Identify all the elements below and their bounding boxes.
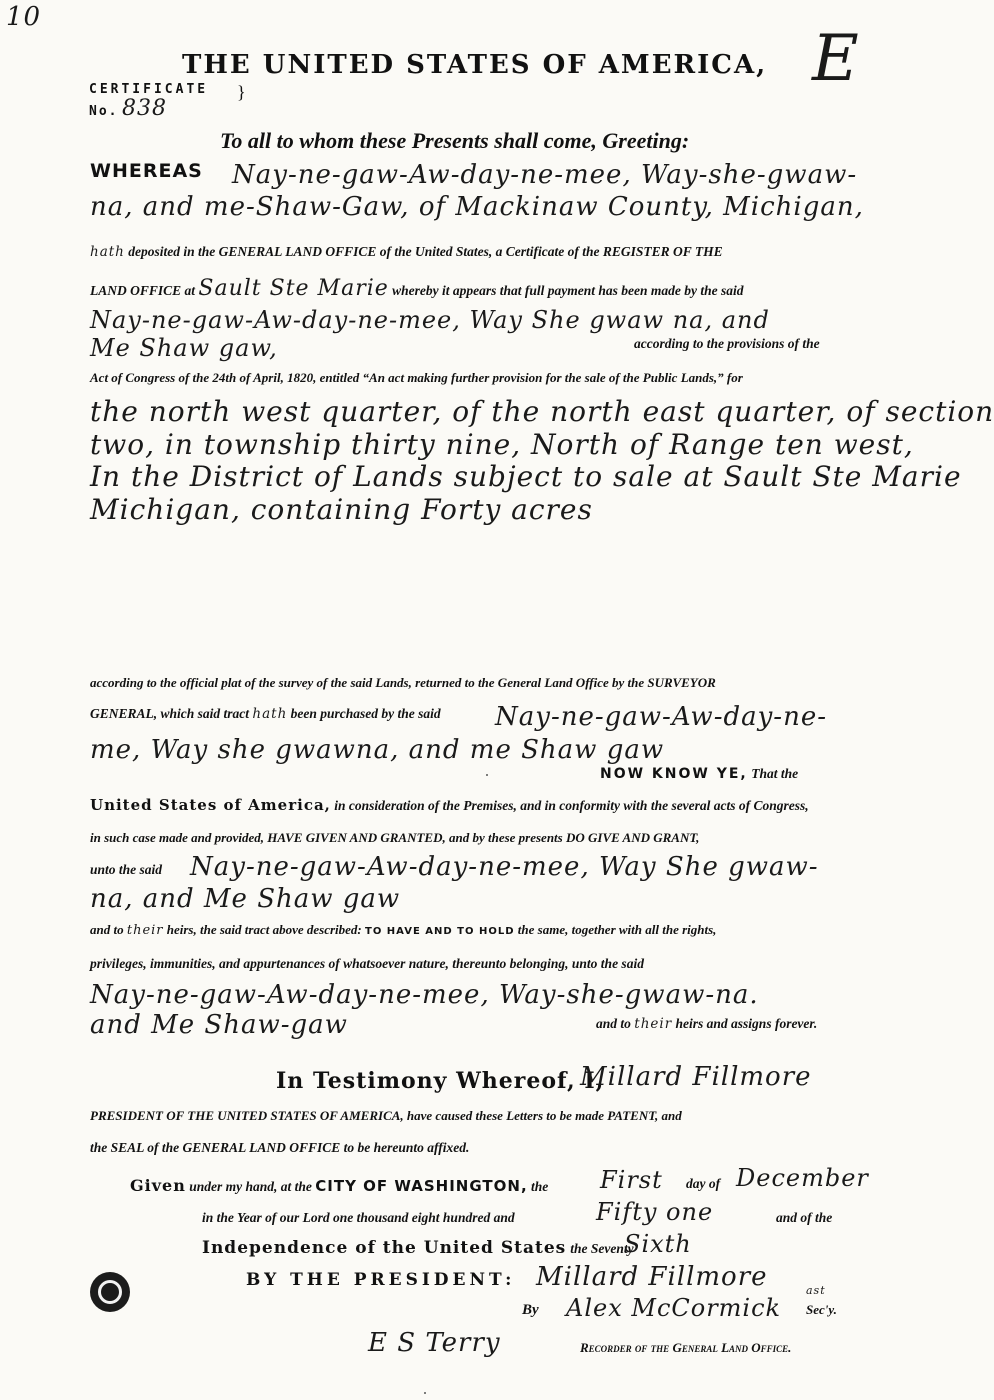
paper-speck: [486, 774, 488, 776]
heirs-line: [90, 922, 716, 938]
recorder-signature: E S Terry: [368, 1328, 501, 1358]
heirs-grantees-line-1: Nay-ne-gaw-Aw-day-ne-mee, Way-she-gwaw-na.: [90, 980, 759, 1010]
year-value: Fifty one: [596, 1198, 714, 1226]
independence-blackletter: Independence of the United States: [202, 1238, 567, 1258]
seventy-value: Sixth: [624, 1230, 692, 1258]
same-text: the same, together with all the rights,: [517, 922, 717, 937]
the-seventy: the Seventy: [570, 1241, 634, 1256]
whereby-text: whereby it appears that full payment has been made by the said: [392, 283, 744, 298]
secretary-signature: Alex McCormick: [566, 1294, 782, 1322]
assigns-line: [596, 1016, 817, 1032]
land-office-line: [90, 276, 744, 301]
privileges-text: privileges, immunities, and appurtenances of whatsoever nature, thereunto belonging, unto the said: [90, 956, 644, 971]
whereas-label: WHEREAS: [90, 160, 203, 182]
and-to: and to: [90, 922, 124, 937]
assistant-mark: ast: [806, 1284, 826, 1297]
certificate-brace: }: [237, 82, 246, 102]
unto-the-said: unto the said: [90, 862, 163, 877]
land-office-label: LAND OFFICE at: [90, 283, 196, 298]
greeting: To all to whom these Presents shall come, Greeting:: [220, 128, 690, 153]
assigns-text: heirs and assigns forever.: [675, 1016, 818, 1031]
corner-mark: E: [812, 22, 860, 96]
tract-line-4: Michigan, containing Forty acres: [90, 493, 593, 526]
now-know-ye-line: [600, 766, 798, 783]
to-have-and-to-hold: TO HAVE AND TO HOLD: [365, 926, 515, 937]
purchaser-line-2: me, Way she gwawna, and me Shaw gaw: [90, 735, 665, 765]
act-text: Act of Congress of the 24th of April, 1820, entitled “An act making further provision for the sale of the Public Lands,” for: [90, 370, 743, 385]
tract-line-3: In the District of Lands subject to sale at Sault Ste Marie: [90, 460, 962, 493]
survey-general-text: GENERAL, which said tract: [90, 706, 250, 721]
seal-line: the SEAL of the GENERAL LAND OFFICE to be hereunto affixed.: [90, 1140, 470, 1155]
grantees-line-1: Nay-ne-gaw-Aw-day-ne-mee, Way-she-gwaw-: [232, 160, 858, 190]
secretary-title: Sec'y.: [806, 1302, 837, 1317]
recorder-title: Recorder of the General Land Office.: [580, 1340, 792, 1355]
tract-line-2: two, in township thirty nine, North of Range ten west,: [90, 428, 914, 461]
testimony-president-name: Millard Fillmore: [580, 1062, 812, 1092]
paper-speck: [424, 1392, 426, 1394]
number-label: No.: [89, 104, 119, 119]
day-value: First: [600, 1166, 663, 1194]
testimony-label: In Testimony Whereof, I,: [276, 1068, 605, 1094]
president-line: PRESIDENT OF THE UNITED STATES OF AMERICA, have caused these Letters to be made PATENT, and: [90, 1108, 682, 1123]
survey-line-2: [90, 706, 441, 722]
survey-line-1: according to the official plat of the survey of the said Lands, returned to the General Land Office by the SURVEYOR: [90, 675, 716, 690]
the-text: the: [531, 1179, 549, 1194]
page-number: 10: [6, 2, 42, 32]
day-of: day of: [686, 1176, 721, 1191]
hath-handwritten-2: hath: [252, 706, 288, 722]
by-label: By: [522, 1302, 539, 1318]
purchased-text: been purchased by the said: [290, 706, 441, 721]
purchaser-line-1: Nay-ne-gaw-Aw-day-ne-: [495, 702, 828, 732]
under-hand: under my hand, at the: [189, 1179, 312, 1194]
heirs-text: heirs, the said tract above described:: [166, 922, 362, 937]
grantee-line-2: na, and Me Shaw gaw: [90, 884, 401, 914]
united-states-line: [90, 796, 809, 814]
by-the-president: BY THE PRESIDENT:: [246, 1270, 516, 1290]
hath-handwritten: hath: [90, 244, 125, 260]
grantee-line-1: Nay-ne-gaw-Aw-day-ne-mee, Way She gwaw-: [190, 852, 819, 882]
given-granted-line: in such case made and provided, HAVE GIVEN AND GRANTED, and by these presents DO GIVE AND GRANT,: [90, 830, 700, 845]
given-blackletter: Given: [130, 1176, 186, 1195]
document-title: THE UNITED STATES OF AMERICA,: [182, 50, 768, 80]
certificate-label: CERTIFICATE: [89, 82, 209, 97]
assigns-and-to: and to: [596, 1016, 631, 1031]
heirs-grantees-line-2: and Me Shaw-gaw: [90, 1010, 348, 1040]
united-states-blackletter: United States of America,: [90, 796, 331, 814]
month-value: December: [736, 1164, 869, 1192]
according-text: according to the provisions of the: [634, 336, 820, 351]
president-signature: Millard Fillmore: [536, 1262, 768, 1292]
assigns-their-handwritten: their: [634, 1016, 673, 1032]
tract-line-1: the north west quarter, of the north east quarter, of section: [90, 395, 994, 428]
year-prefix: in the Year of our Lord one thousand eight hundred and: [202, 1210, 515, 1225]
general-land-office-seal-icon: [90, 1272, 130, 1312]
certificate-number: 838: [122, 96, 167, 121]
city-of-washington: CITY OF WASHINGTON,: [315, 1177, 528, 1195]
office-location: Sault Ste Marie: [198, 276, 389, 301]
payer-line-1: Nay-ne-gaw-Aw-day-ne-mee, Way She gwaw na, and: [90, 306, 770, 334]
consideration-text: in consideration of the Premises, and in conformity with the several acts of Congress,: [334, 798, 809, 813]
deposited-text: deposited in the GENERAL LAND OFFICE of the United States, a Certificate of the REGISTER OF THE: [128, 244, 723, 259]
payer-line-2: Me Shaw gaw,: [90, 334, 278, 362]
their-handwritten: their: [126, 923, 164, 938]
given-line: [130, 1176, 548, 1195]
grantees-line-2: na, and me-Shaw-Gaw, of Mackinaw County, Michigan,: [90, 192, 864, 222]
now-know-ye: NOW KNOW YE,: [600, 766, 748, 782]
deposited-line: [90, 244, 723, 260]
and-of-the: and of the: [776, 1210, 833, 1225]
independence-line: [202, 1238, 634, 1258]
that-the: That the: [751, 766, 799, 781]
